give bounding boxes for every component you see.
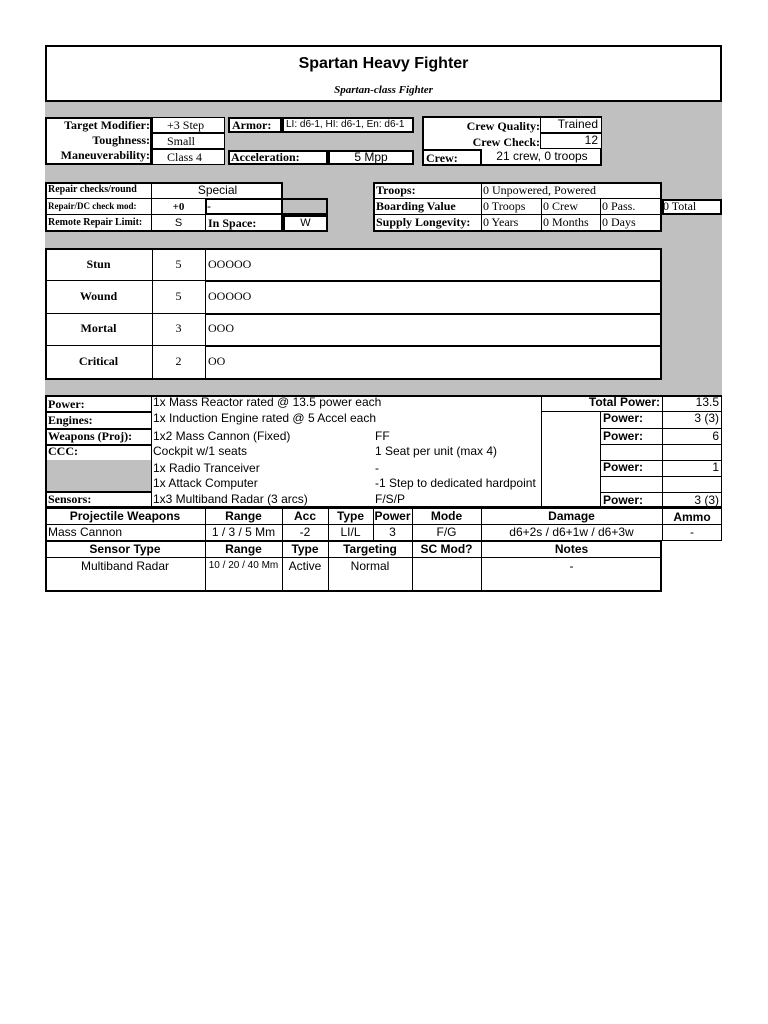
toughness-value: Small [167, 134, 196, 148]
sensor-notes: - [569, 559, 574, 573]
ccc-note-1: 1 Seat per unit (max 4) [375, 444, 498, 458]
maneuverability-label: Maneuverability: [60, 148, 150, 162]
acceleration-label: Acceleration: [231, 150, 300, 164]
damage-track-label: Stun [86, 257, 111, 271]
damage-track-boxes[interactable]: OOOOO [208, 257, 252, 271]
troops-block [373, 182, 722, 232]
crew-check-value: 12 [584, 133, 598, 147]
sensor-type: Active [288, 559, 322, 573]
damage-track-boxes[interactable]: OOO [208, 321, 234, 335]
damage-track [45, 248, 662, 380]
damage-track-count: 3 [175, 321, 182, 335]
troops-label: Troops: [376, 183, 416, 197]
damage-track-boxes[interactable]: OO [208, 354, 226, 368]
repair-dc-extra: - [207, 199, 211, 213]
engines-label: Engines: [48, 413, 93, 427]
engines-power-value: 3 (3) [694, 411, 719, 425]
damage-track-count: 5 [175, 289, 182, 303]
ccc-power-value: 1 [712, 460, 719, 474]
sensor-header: SC Mod? [420, 542, 473, 556]
sensor-targeting: Normal [350, 559, 390, 573]
acceleration-value: 5 Mpp [354, 150, 388, 164]
weapons-header: Power [374, 509, 411, 523]
sensor-header: Sensor Type [89, 542, 161, 556]
ccc-desc-2: 1x Radio Tranceiver [153, 461, 260, 475]
boarding-total: 0 Total [663, 199, 697, 213]
engines-power-label: Power: [603, 411, 644, 425]
damage-track-label: Wound [79, 289, 118, 303]
ccc-desc-3: 1x Attack Computer [153, 476, 258, 490]
weapons-desc: 1x2 Mass Cannon (Fixed) [153, 429, 291, 443]
weapons-power-value: 6 [712, 429, 719, 443]
armor-value: LI: d6-1, HI: d6-1, En: d6-1 [286, 119, 405, 130]
boarding-label: Boarding Value [376, 199, 456, 213]
crew-value: 21 crew, 0 troops [496, 149, 588, 163]
power-label: Power: [48, 397, 85, 411]
weapons-label: Weapons (Proj): [48, 429, 133, 443]
boarding-crew: 0 Crew [543, 199, 578, 213]
sensor-header: Targeting [343, 542, 397, 556]
target-modifier-label: Target Modifier: [64, 118, 150, 132]
title-box [45, 45, 722, 102]
supply-label: Supply Longevity: [376, 215, 471, 229]
weapons-header: Mode [430, 509, 463, 523]
stats-mid [228, 117, 414, 165]
stats-left [45, 117, 225, 165]
weapon-range: 1 / 3 / 5 Mm [211, 525, 276, 539]
armor-label: Armor: [232, 118, 272, 132]
maneuverability-value: Class 4 [167, 150, 203, 164]
sensors-power-value: 3 (3) [694, 493, 719, 507]
page-title: Spartan Heavy Fighter [298, 55, 469, 72]
weapon-acc: -2 [299, 525, 311, 539]
weapons-header: Damage [548, 509, 595, 523]
weapons-power-label: Power: [603, 429, 644, 443]
ccc-desc-1: Cockpit w/1 seats [153, 444, 248, 458]
supply-days: 0 Days [602, 215, 636, 229]
weapon-name: Mass Cannon [48, 525, 123, 539]
in-space-label: In Space: [208, 216, 257, 230]
crew-check-label: Crew Check: [472, 135, 540, 149]
sensor-range: 10 / 20 / 40 Mm [208, 560, 279, 571]
weapon-ammo: - [690, 525, 694, 539]
engines-desc: 1x Induction Engine rated @ 5 Accel each [153, 411, 376, 425]
sensors-power-label: Power: [603, 493, 644, 507]
power-desc: 1x Mass Reactor rated @ 13.5 power each [153, 395, 382, 409]
weapons-header: Type [336, 509, 365, 523]
weapon-type: LI/L [340, 525, 361, 539]
boarding-troops: 0 Troops [483, 199, 526, 213]
weapon-mode: F/G [436, 525, 457, 539]
weapon-power: 3 [389, 525, 396, 539]
remote-repair-value: S [174, 217, 183, 229]
weapons-header: Acc [293, 509, 316, 523]
crew-label: Crew: [426, 151, 458, 165]
damage-track-count: 5 [175, 257, 182, 271]
stats-right [422, 116, 602, 166]
sensors-label: Sensors: [48, 492, 92, 506]
total-power-value: 13.5 [695, 395, 719, 409]
weapons-header: Projectile Weapons [69, 509, 181, 523]
damage-track-boxes[interactable]: OOOOO [208, 289, 252, 303]
weapons-header: Ammo [673, 510, 711, 524]
ccc-note-3: -1 Step to dedicated hardpoint [375, 476, 536, 490]
troops-value: 0 Unpowered, Powered [483, 183, 596, 197]
sensor-header: Type [291, 542, 319, 556]
crew-quality-label: Crew Quality: [466, 119, 540, 133]
sensor-header: Range [225, 542, 262, 556]
weapons-header: Range [225, 509, 262, 523]
sensors-desc: 1x3 Multiband Radar (3 arcs) [153, 492, 308, 506]
toughness-label: Toughness: [92, 133, 150, 147]
ccc-note-2: - [375, 461, 379, 475]
in-space-value: W [300, 217, 311, 229]
systems-block [45, 395, 722, 508]
crew-quality-value: Trained [557, 117, 598, 131]
damage-track-label: Critical [78, 354, 119, 368]
supply-years: 0 Years [483, 215, 519, 229]
weapons-arc: FF [375, 429, 390, 443]
sensors-arc: F/S/P [375, 492, 406, 506]
boarding-pass: 0 Pass. [602, 199, 636, 213]
sensor-name: Multiband Radar [80, 559, 170, 573]
sensor-header: Notes [554, 542, 589, 556]
ccc-label: CCC: [48, 444, 78, 458]
repair-checks-label: Repair checks/round [48, 184, 137, 195]
page-subtitle: Spartan-class Fighter [334, 84, 433, 96]
target-modifier-value: +3 Step [167, 118, 205, 132]
damage-track-label: Mortal [80, 321, 117, 335]
ccc-power-label: Power: [603, 460, 644, 474]
remote-repair-label: Remote Repair Limit: [48, 217, 143, 228]
repair-dc-value: +0 [172, 201, 185, 213]
repair-block [45, 182, 328, 232]
supply-months: 0 Months [543, 215, 589, 229]
repair-checks-value: Special [197, 183, 238, 197]
damage-track-count: 2 [175, 354, 182, 368]
sensor-table [45, 541, 662, 592]
weapon-damage: d6+2s / d6+1w / d6+3w [509, 525, 634, 539]
repair-dc-label: Repair/DC check mod: [48, 201, 137, 211]
total-power-label: Total Power: [588, 395, 660, 409]
weapons-table [45, 508, 722, 541]
